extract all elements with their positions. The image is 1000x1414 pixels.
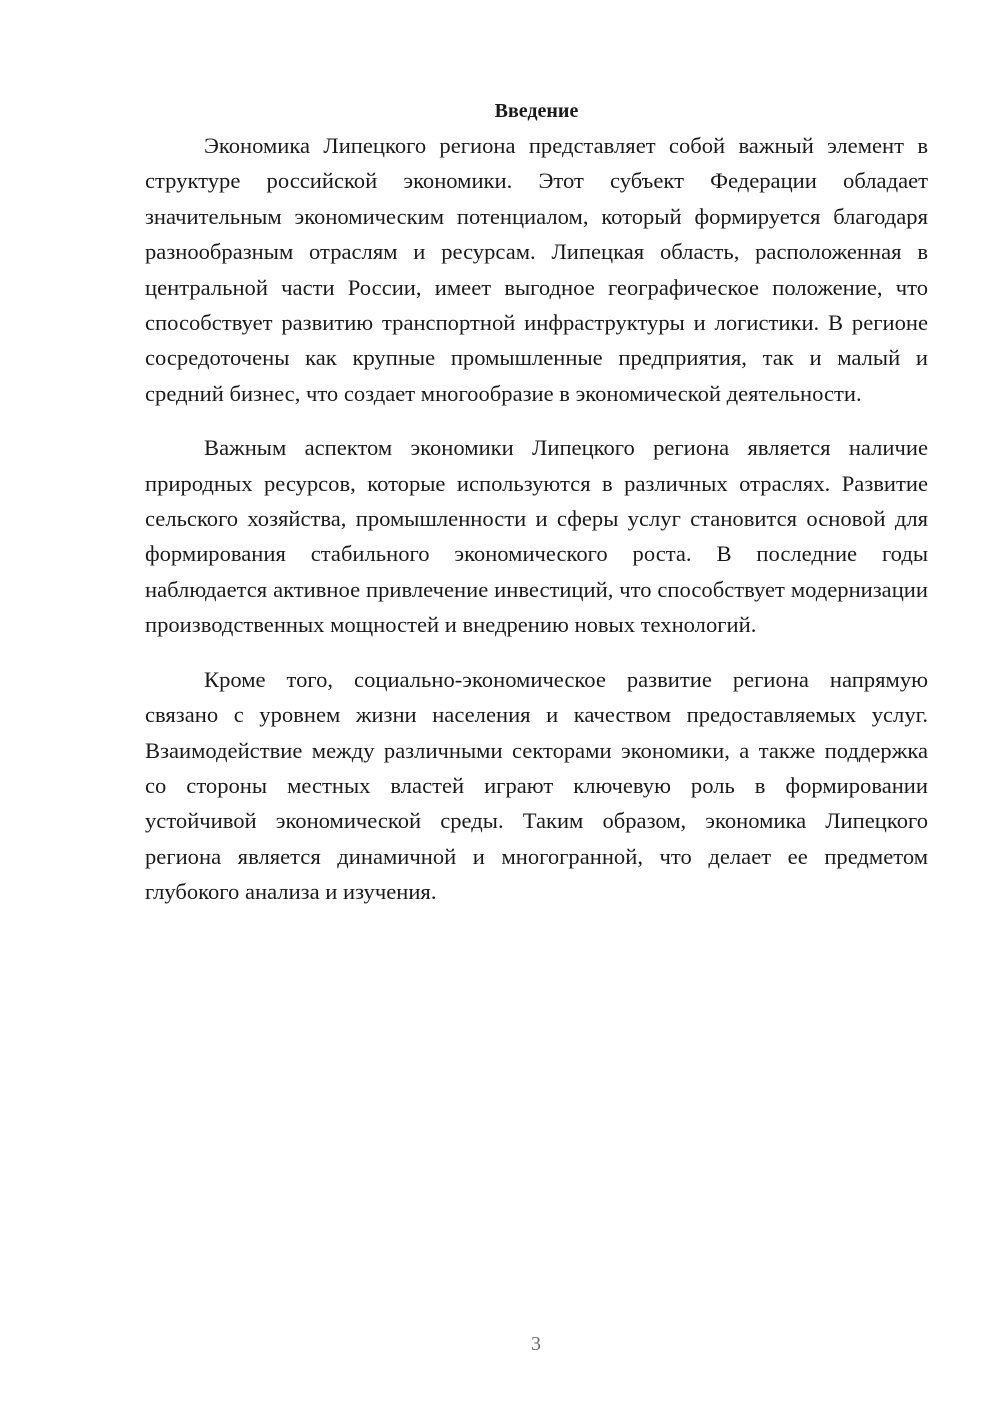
page-number: 3 (531, 1333, 541, 1355)
page-body (145, 98, 928, 929)
paragraph: Кроме того, социально-экономическое развитие региона напрямую связано с уровнем жизни населения и качеством предоставляемых услуг. Взаимодействие между различными секторами экономики, а также поддержка со стороны местных властей играют ключевую роль в формировании устойчивой экономической среды. Таким образом, экономика Липецкого региона является динамичной и многогранной, что делает ее предметом глубокого анализа и изучения. (145, 666, 928, 905)
section-heading: Введение (494, 100, 579, 122)
paragraph: Экономика Липецкого региона представляет собой важный элемент в структуре российской экономики. Этот субъект Федерации обладает значительным экономическим потенциалом, который формируется благодаря разнообразным отраслям и ресурсам. Липецкая область, расположенная в центральной части России, имеет выгодное географическое положение, что способствует развитию транспортной инфраструктуры и логистики. В регионе сосредоточены как крупные промышленные предприятия, так и малый и средний бизнес, что создает многообразие в экономической деятельности. (145, 133, 928, 406)
paragraph: Важным аспектом экономики Липецкого региона является наличие природных ресурсов, которые используются в различных отраслях. Развитие сельского хозяйства, промышленности и сферы услуг становится основой для формирования стабильного экономического роста. В последние годы наблюдается активное привлечение инвестиций, что способствует модернизации производственных мощностей и внедрению новых технологий. (145, 435, 928, 638)
